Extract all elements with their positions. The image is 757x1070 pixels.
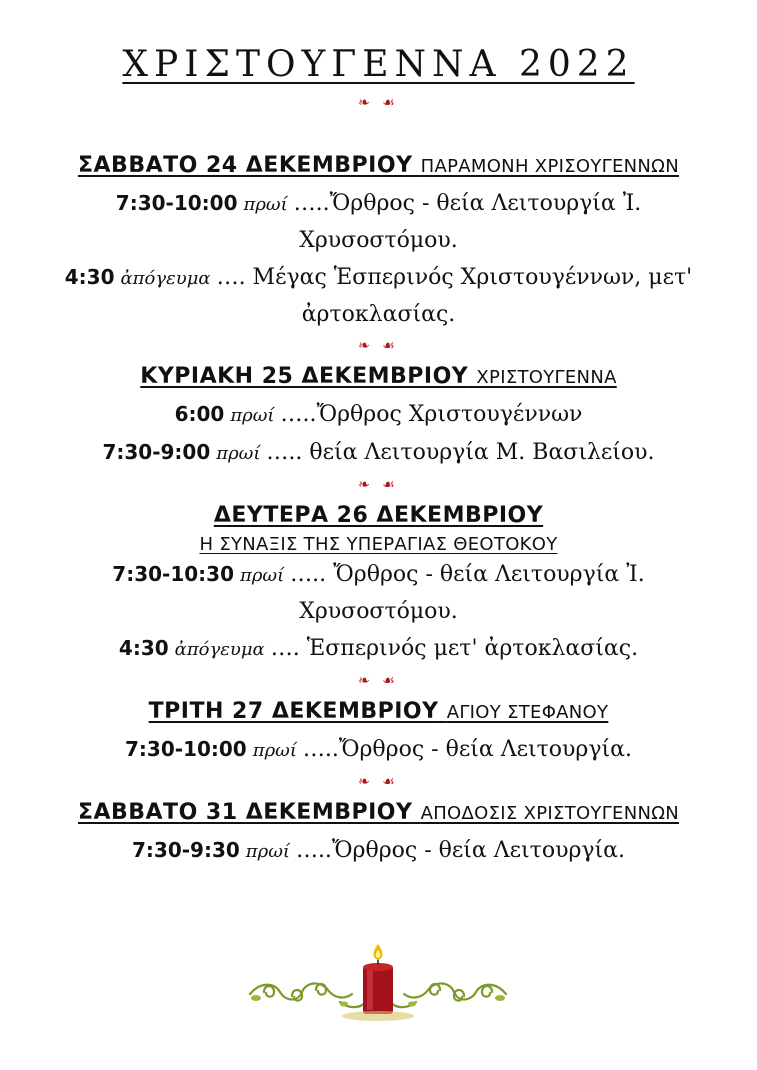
day-heading-feast: ΑΓΙΟΥ ΣΤΕΦΑΝΟΥ: [446, 702, 609, 723]
service-time: 7:30-10:00: [115, 191, 238, 215]
day-heading: [0, 694, 757, 731]
service-period: πρωί: [243, 194, 288, 215]
service-period: πρωί: [230, 405, 275, 426]
day-heading: [0, 148, 757, 185]
service-line: [0, 594, 757, 630]
service-time: 7:30-10:00: [125, 737, 247, 761]
service-period: πρωί: [240, 565, 285, 586]
service-period: πρωί: [252, 740, 297, 761]
service-description: ….. Ὄρθρος - θεία Λειτουργία Ἰ.: [290, 562, 645, 587]
page-title: [0, 44, 757, 85]
service-description: …. Μέγας Ἑσπερινός Χριστουγέννων, μετ': [216, 265, 693, 290]
service-period: ἀπόγευμα: [120, 268, 211, 289]
service-description: …. Ἑσπερινός μετ' ἀρτοκλασίας.: [270, 636, 639, 661]
day-heading: [0, 359, 757, 396]
day-heading-date: ΤΡΙΤΗ 27 ΔΕΚΕΜΒΡΙΟΥ: [148, 699, 439, 724]
service-line: [0, 731, 757, 769]
service-line: [0, 297, 757, 333]
service-line: [0, 396, 757, 434]
ornament-top: ❧ ☙: [358, 95, 399, 111]
service-description: Χρυσοστόμου.: [299, 228, 458, 253]
day-heading-date: ΣΑΒΒΑΤΟ 24 ΔΕΚΕΜΒΡΙΟΥ: [78, 153, 413, 178]
ornament-divider: ❧ ☙: [358, 774, 399, 790]
service-line: [0, 223, 757, 259]
day-heading-date: ΣΑΒΒΑΤΟ 31 ΔΕΚΕΜΒΡΙΟΥ: [77, 800, 413, 825]
service-period: πρωί: [216, 443, 261, 464]
service-time: 7:30-9:00: [102, 440, 211, 464]
day-heading: [0, 498, 757, 534]
ornament-divider: ❧ ☙: [358, 673, 399, 689]
service-description: ἀρτοκλασίας.: [301, 302, 456, 327]
service-line: [0, 259, 757, 297]
service-time: 7:30-10:30: [112, 562, 235, 586]
service-line: [0, 630, 757, 668]
service-line: [0, 434, 757, 472]
service-period: ἀπόγευμα: [174, 639, 265, 660]
service-description: ….. θεία Λειτουργία Μ. Βασιλείου.: [266, 440, 655, 465]
service-period: πρωί: [245, 841, 290, 862]
service-time: 4:30: [118, 636, 169, 660]
service-description: …..Ὄρθρος - θεία Λειτουργία.: [302, 737, 632, 762]
service-description: …..Ὄρθρος - θεία Λειτουργία.: [295, 838, 626, 863]
service-description: …..Ὄρθρος Χριστουγέννων: [280, 402, 583, 427]
service-time: 4:30: [64, 265, 115, 289]
ornament-divider: ❧ ☙: [358, 477, 399, 493]
service-line: [0, 556, 757, 594]
service-description: …..Ὄρθρος - θεία Λειτουργία Ἰ.: [293, 191, 642, 216]
day-heading-feast: ΑΠΟΔΟΣΙΣ ΧΡΙΣΤΟΥΓΕΝΝΩΝ: [420, 803, 680, 824]
service-description: Χρυσοστόμου.: [299, 599, 458, 624]
day-heading-date: ΚΥΡΙΑΚΗ 25 ΔΕΚΕΜΒΡΙΟΥ: [140, 364, 469, 389]
day-heading: [0, 795, 757, 832]
schedule: [0, 148, 757, 870]
ornament-divider: ❧ ☙: [358, 338, 399, 354]
day-heading-feast: ΧΡΙΣΤΟΥΓΕΝΝΑ: [476, 367, 617, 388]
service-line: [0, 185, 757, 223]
candle-decoration-icon: [240, 942, 516, 1022]
page-title-text: ΧΡΙΣΤΟΥΓΕΝΝΑ 2022: [122, 44, 635, 85]
service-time: 7:30-9:30: [131, 838, 240, 862]
day-heading-feast: ΠΑΡΑΜΟΝΗ ΧΡΙΣΟΥΓΕΝΝΩΝ: [420, 156, 679, 177]
day-subheading: Η ΣΥΝΑΞΙΣ ΤΗΣ ΥΠΕΡΑΓΙΑΣ ΘΕΟΤΟΚΟΥ: [199, 534, 558, 555]
day-heading-date: ΔΕΥΤΕΡΑ 26 ΔΕΚΕΜΒΡΙΟΥ: [213, 503, 544, 528]
service-time: 6:00: [174, 402, 225, 426]
service-line: [0, 832, 757, 870]
